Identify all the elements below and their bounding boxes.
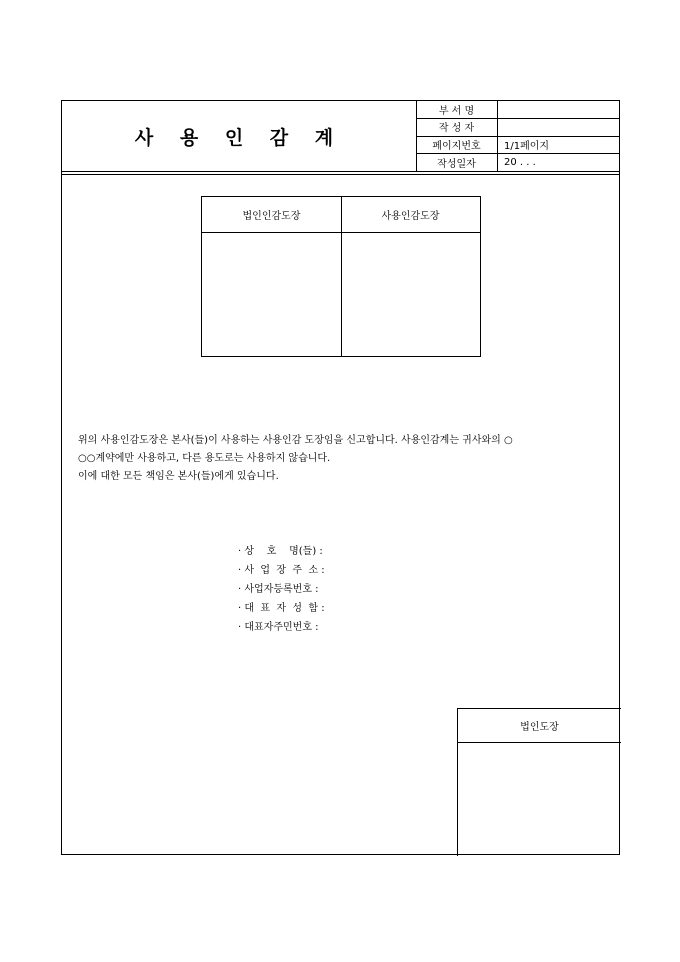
list-item: · 대 표 자 성 함 : <box>238 603 325 614</box>
document-frame <box>61 100 620 855</box>
meta-value: 1/1페이지 <box>504 141 550 152</box>
list-item: · 사 업 장 주 소 : <box>238 565 325 576</box>
corporate-seal-label: 법인도장 <box>520 722 559 733</box>
paragraph-line: 위의 사용인감도장은 본사(들)이 사용하는 사용인감 도장임을 신고합니다. 사용인감계는 귀사와의 ○ <box>78 435 513 446</box>
meta-label: 작성일자 <box>437 158 476 170</box>
list-item: · 상 호 명(들) : <box>238 546 323 557</box>
document-title: 사 용 인 감 계 <box>134 126 344 149</box>
meta-label: 페이지번호 <box>432 141 481 152</box>
meta-row-page-number <box>416 136 620 153</box>
list-item: · 사업자등록번호 : <box>238 584 319 595</box>
corporate-seal-rule <box>458 742 621 743</box>
list-item: · 대표자주민번호 : <box>238 622 319 633</box>
meta-label: 부 서 명 <box>438 106 475 117</box>
meta-table <box>416 101 620 171</box>
declaration-paragraph <box>78 432 618 486</box>
meta-row-date <box>416 153 620 171</box>
paragraph-line: 이에 대한 모든 책임은 본사(들)에게 있습니다. <box>78 471 279 482</box>
seal-column-usage: 사용인감도장 <box>381 211 440 222</box>
meta-row-department <box>416 101 620 118</box>
seal-table <box>201 196 481 357</box>
header-rule <box>62 174 619 175</box>
meta-value <box>504 118 614 135</box>
meta-label: 작 성 자 <box>438 123 475 134</box>
header-rule <box>62 171 619 172</box>
seal-table-divider <box>341 197 342 356</box>
meta-value <box>504 101 614 118</box>
paragraph-line: ○○계약에만 사용하고, 다른 용도로는 사용하지 않습니다. <box>78 453 331 464</box>
meta-value: 20 . . . <box>504 156 536 168</box>
corporate-seal-box <box>457 708 621 856</box>
company-info-list <box>238 542 325 637</box>
meta-row-author <box>416 118 620 135</box>
seal-column-corporate: 법인인감도장 <box>242 211 301 222</box>
